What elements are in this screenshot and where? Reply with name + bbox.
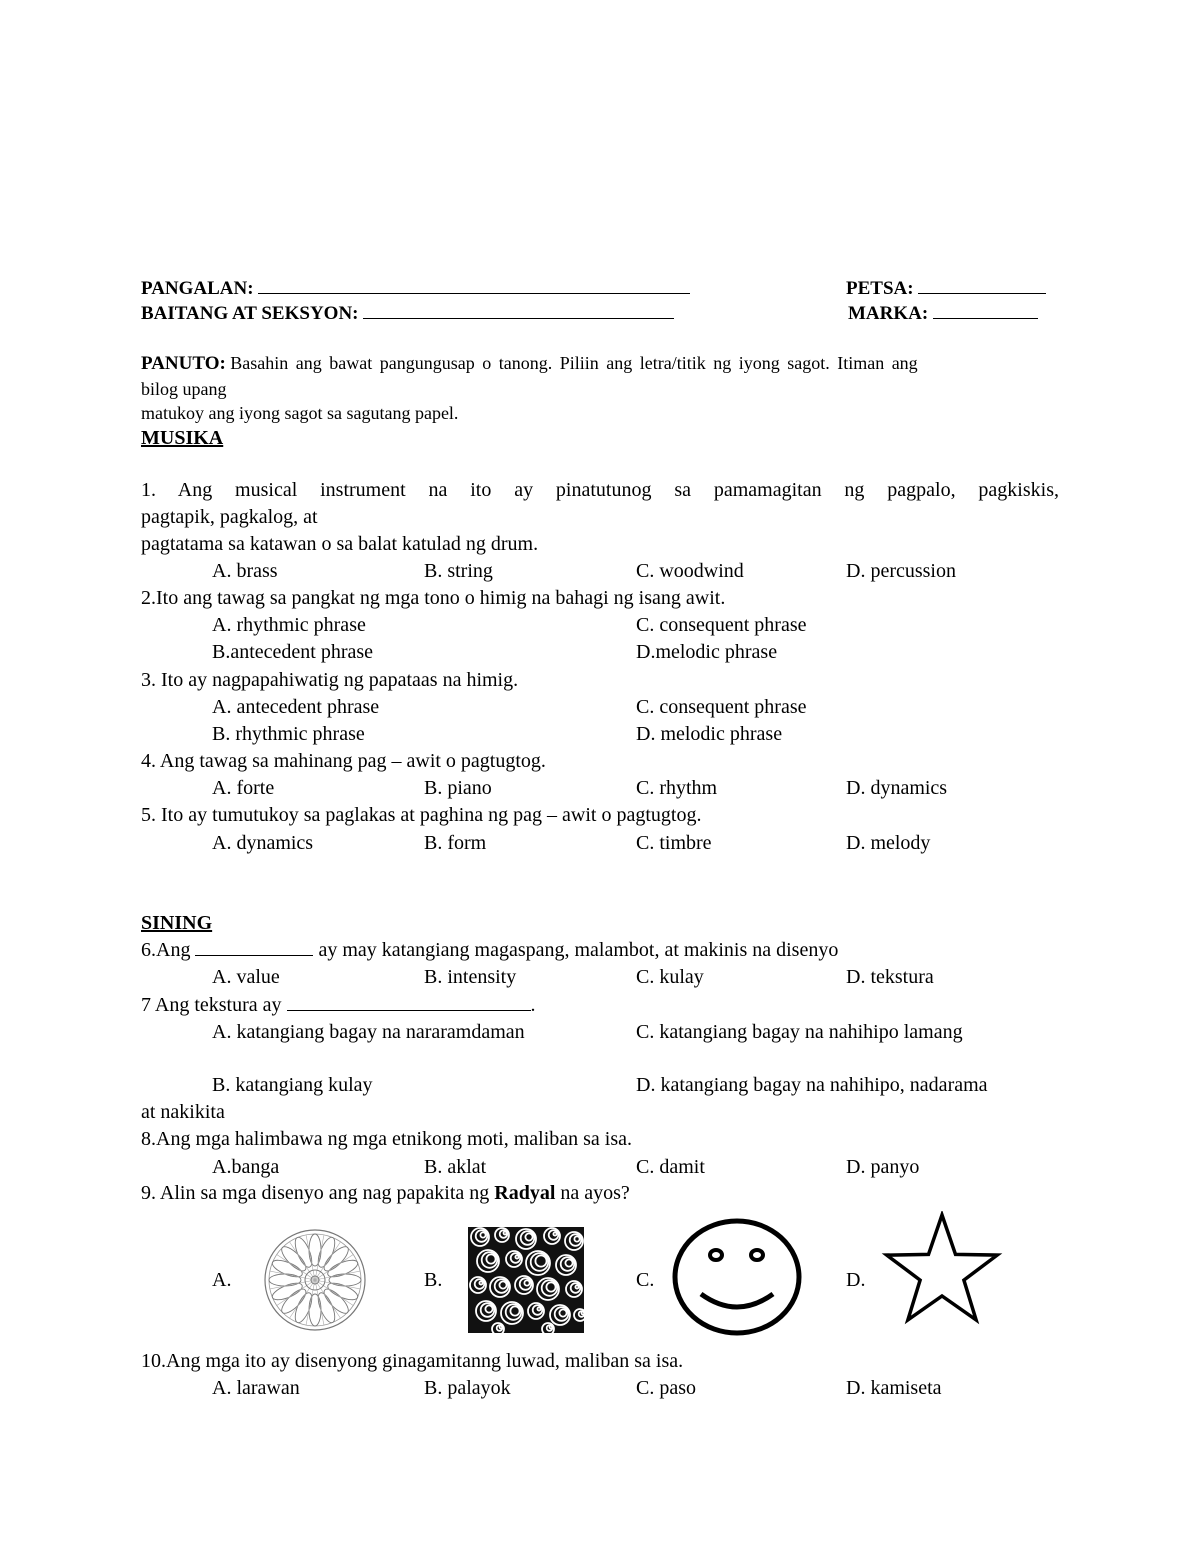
instructions-label: PANUTO: [141, 353, 226, 374]
q10-choice-a[interactable]: A. larawan [212, 1377, 300, 1399]
name-row [141, 278, 690, 300]
q2-choice-c[interactable]: C. consequent phrase [636, 614, 807, 636]
q10-choice-b[interactable]: B. palayok [424, 1377, 511, 1399]
q1-choice-d[interactable]: D. percussion [846, 560, 956, 582]
q6-blank [195, 954, 313, 956]
q7-choice-c[interactable]: C. katangiang bagay na nahihipo lamang [636, 1021, 963, 1043]
q2-choice-b[interactable]: B.antecedent phrase [212, 641, 374, 663]
smiley-face-icon[interactable] [671, 1218, 803, 1336]
q8-choice-d[interactable]: D. panyo [846, 1156, 920, 1178]
q9-bold-word: Radyal [494, 1182, 556, 1204]
q8-choice-b[interactable]: B. aklat [424, 1156, 487, 1178]
section-musika: MUSIKA [141, 427, 224, 449]
q9-text [141, 1182, 630, 1205]
name-label: PANGALAN: [141, 278, 254, 299]
q7-choice-d-continued: at nakikita [141, 1101, 225, 1123]
q7-choice-b[interactable]: B. katangiang kulay [212, 1074, 373, 1096]
q3-text: 3. Ito ay nagpapahiwatig ng papataas na himig. [141, 669, 519, 691]
q1-line3: pagtatama sa katawan o sa balat katulad ng drum. [141, 533, 539, 555]
grade-section-label: BAITANG AT SEKSYON: [141, 303, 359, 324]
q3-choice-d[interactable]: D. melodic phrase [636, 723, 783, 745]
q9-choice-c[interactable]: C. [636, 1269, 655, 1291]
date-blank[interactable] [918, 292, 1046, 294]
q5-choice-d[interactable]: D. melody [846, 832, 931, 854]
q6-choice-a[interactable]: A. value [212, 966, 280, 988]
q3-choice-a[interactable]: A. antecedent phrase [212, 696, 380, 718]
q8-choice-a[interactable]: A.banga [212, 1156, 280, 1178]
date-row [846, 278, 1046, 300]
q5-text: 5. Ito ay tumutukoy sa paglakas at paghina ng pag – awit o pagtugtog. [141, 804, 702, 826]
q5-choice-b[interactable]: B. form [424, 832, 487, 854]
date-label: PETSA: [846, 278, 914, 299]
q3-choice-b[interactable]: B. rhythmic phrase [212, 723, 365, 745]
q6-suffix: ay may katangiang magaspang, malambot, at makinis na disenyo [318, 939, 839, 961]
q1-line2: pagtapik, pagkalog, at [141, 506, 318, 528]
q4-choice-c[interactable]: C. rhythm [636, 777, 718, 799]
grade-section-row [141, 303, 674, 325]
q4-choice-a[interactable]: A. forte [212, 777, 275, 799]
score-label: MARKA: [848, 303, 929, 324]
q6-choice-c[interactable]: C. kulay [636, 966, 704, 988]
q7-suffix: . [530, 994, 536, 1016]
q8-text: 8.Ang mga halimbawa ng mga etnikong moti, maliban sa isa. [141, 1128, 633, 1150]
q6-text [141, 939, 838, 962]
q3-choice-c[interactable]: C. consequent phrase [636, 696, 807, 718]
q1-line1: 1. Ang musical instrument na ito ay pinatutunog sa pamamagitan ng pagpalo, pagkiskis, [141, 479, 1059, 501]
q1-choice-c[interactable]: C. woodwind [636, 560, 744, 582]
star-icon[interactable] [879, 1211, 1005, 1325]
q6-choice-b[interactable]: B. intensity [424, 966, 517, 988]
instructions-line1 [141, 353, 1059, 375]
q6-prefix: 6.Ang [141, 939, 191, 961]
q2-choice-a[interactable]: A. rhythmic phrase [212, 614, 366, 636]
q7-prefix: 7 Ang tekstura ay [141, 994, 282, 1016]
q7-text [141, 994, 536, 1017]
q9-choice-b[interactable]: B. [424, 1269, 443, 1291]
q4-choice-d[interactable]: D. dynamics [846, 777, 948, 799]
q10-text: 10.Ang mga ito ay disenyong ginagamitanng luwad, maliban sa isa. [141, 1350, 684, 1372]
q9-choice-a[interactable]: A. [212, 1269, 232, 1291]
name-blank[interactable] [258, 292, 690, 294]
q5-choice-c[interactable]: C. timbre [636, 832, 712, 854]
instructions-line3: matukoy ang iyong sagot sa sagutang papel. [141, 403, 459, 423]
q1-choice-b[interactable]: B. string [424, 560, 493, 582]
q10-choice-c[interactable]: C. paso [636, 1377, 696, 1399]
q4-text: 4. Ang tawag sa mahinang pag – awit o pagtugtog. [141, 750, 546, 772]
q2-text: 2.Ito ang tawag sa pangkat ng mga tono o himig na bahagi ng isang awit. [141, 587, 726, 609]
score-blank[interactable] [933, 317, 1038, 319]
q4-choice-b[interactable]: B. piano [424, 777, 492, 799]
q1-choice-a[interactable]: A. brass [212, 560, 278, 582]
grade-section-blank[interactable] [363, 317, 674, 319]
q10-choice-d[interactable]: D. kamiseta [846, 1377, 942, 1399]
instructions-text: Basahin ang bawat pangungusap o tanong. Piliin ang letra/titik ng iyong sagot. Itiman ang [230, 353, 918, 373]
q2-choice-d[interactable]: D.melodic phrase [636, 641, 778, 663]
q9-prefix: 9. Alin sa mga disenyo ang nag papakita ng [141, 1182, 490, 1204]
q7-choice-a[interactable]: A. katangiang bagay na nararamdaman [212, 1021, 525, 1043]
q5-choice-a[interactable]: A. dynamics [212, 832, 314, 854]
q9-suffix: na ayos? [560, 1182, 630, 1204]
score-row [848, 303, 1038, 325]
q6-choice-d[interactable]: D. tekstura [846, 966, 934, 988]
swirl-pattern-icon[interactable] [468, 1227, 584, 1333]
q7-blank [287, 1009, 531, 1011]
q7-choice-d[interactable]: D. katangiang bagay na nahihipo, nadarama [636, 1074, 988, 1096]
q9-choice-d[interactable]: D. [846, 1269, 866, 1291]
instructions-line2: bilog upang [141, 379, 227, 399]
radial-rosette-icon[interactable] [263, 1228, 367, 1332]
section-sining: SINING [141, 912, 213, 934]
q8-choice-c[interactable]: C. damit [636, 1156, 705, 1178]
